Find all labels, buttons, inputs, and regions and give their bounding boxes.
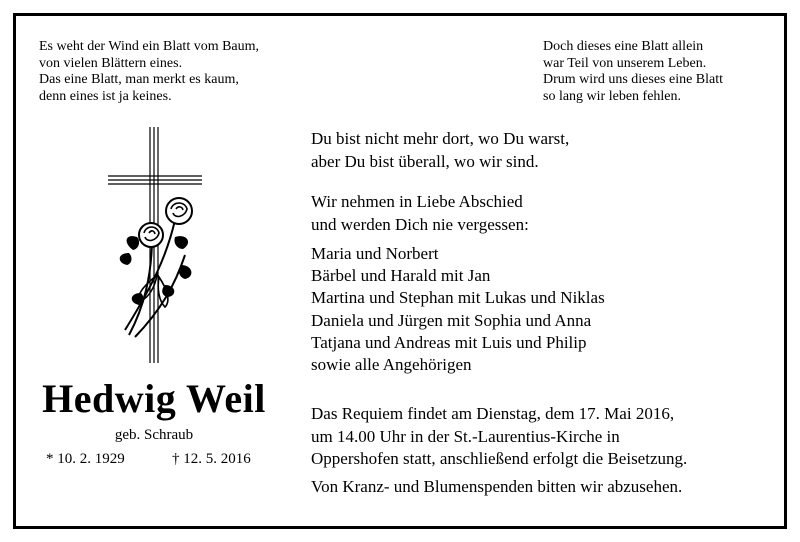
- mourner-entry: Daniela und Jürgen mit Sophia und Anna: [311, 310, 592, 330]
- poem-left: [39, 39, 259, 105]
- birth-date: * 10. 2. 1929: [46, 451, 125, 467]
- poem-right-line: so lang wir leben fehlen.: [543, 88, 682, 104]
- death-date: † 12. 5. 2016: [172, 451, 251, 467]
- mourner-entry: Tatjana und Andreas mit Luis und Philip: [311, 332, 587, 352]
- poem-right-line: Drum wird uns dieses eine Blatt: [543, 72, 724, 87]
- requiem-line: um 14.00 Uhr in der St.-Laurentius-Kirche in: [311, 426, 620, 446]
- mourner-entry: sowie alle Angehörigen: [311, 355, 472, 375]
- quote-line: aber Du bist überall, wo wir sind.: [311, 152, 539, 171]
- poem-left-line: Es weht der Wind ein Blatt vom Baum,: [39, 39, 260, 54]
- flower-request: Von Kranz- und Blumenspenden bitten wir abzusehen.: [311, 477, 683, 496]
- mourner-entry: Bärbel und Harald mit Jan: [311, 266, 491, 286]
- farewell-line: und werden Dich nie vergessen:: [311, 214, 529, 234]
- farewell-text: [311, 191, 529, 236]
- requiem-info: [311, 403, 687, 471]
- birth-name: geb. Schraub: [114, 427, 194, 443]
- requiem-line: Oppershofen statt, anschließend erfolgt die Beisetzung.: [311, 449, 688, 468]
- poem-right-line: war Teil von unserem Leben.: [543, 55, 707, 71]
- mourner-entry: Martina und Stephan mit Lukas und Niklas: [311, 288, 605, 308]
- mourner-entry: Maria und Norbert: [311, 244, 439, 263]
- requiem-line: Das Requiem findet am Dienstag, dem 17. Mai 2016,: [311, 404, 675, 423]
- poem-right: [543, 39, 723, 105]
- poem-right-line: Doch dieses eine Blatt allein: [543, 39, 704, 54]
- quote-line: Du bist nicht mehr dort, wo Du warst,: [311, 129, 570, 148]
- quote: [311, 127, 569, 173]
- deceased-name: Hedwig Weil: [42, 376, 266, 421]
- poem-left-line: von vielen Blättern eines.: [39, 55, 183, 71]
- cross-with-roses-icon: [105, 125, 205, 365]
- poem-left-line: denn eines ist ja keines.: [39, 88, 172, 104]
- mourners-list: [311, 243, 605, 376]
- poem-left-line: Das eine Blatt, man merkt es kaum,: [39, 72, 239, 87]
- farewell-line: Wir nehmen in Liebe Abschied: [311, 192, 523, 211]
